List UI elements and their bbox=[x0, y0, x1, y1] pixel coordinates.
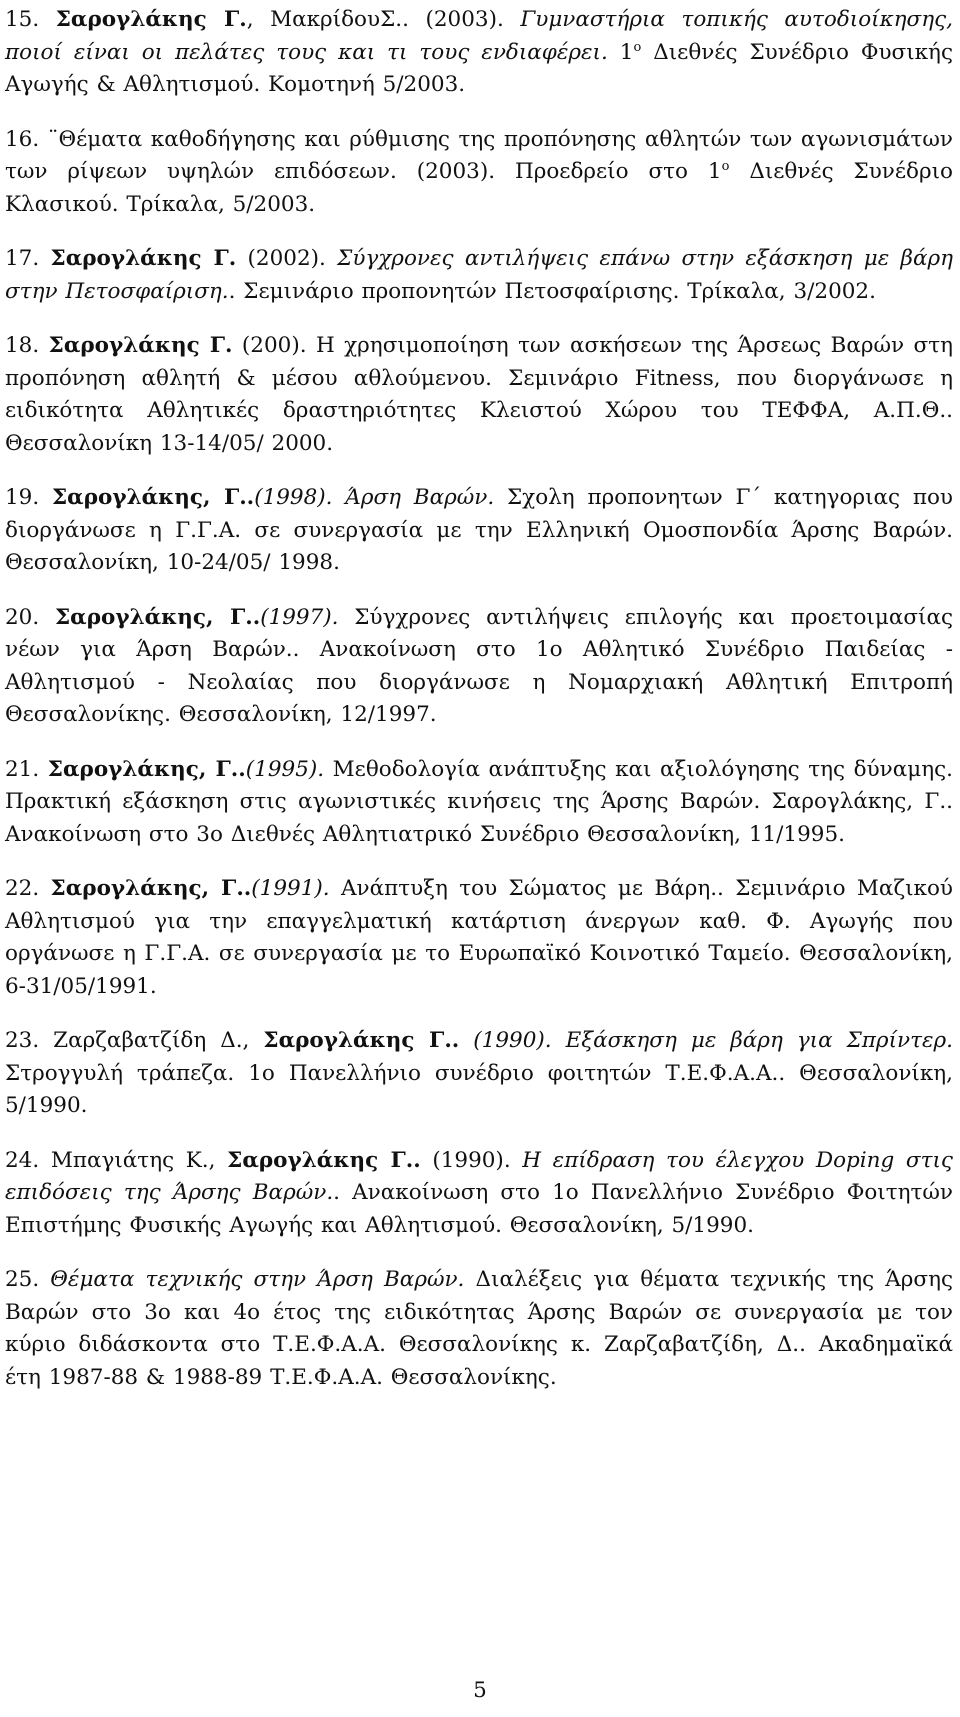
reference-text: . Ανακοίνωση στο 1ο Πανελλήνιο Συνέδριο Φοιτητών Επιστήμης Φυσικής Αγωγής και Αθλητισμού. Θεσσαλονίκη, 5/1990. bbox=[5, 1180, 953, 1238]
reference-text: 25. bbox=[5, 1267, 51, 1292]
title-text: Γυμναστήρια τοπικής αυτοδιοίκησης, ποιοί είναι οι πελάτες τους και τι τους ενδιαφέρει. bbox=[5, 7, 953, 65]
author-name: Σαρογλάκης, Γ.. bbox=[51, 485, 255, 510]
reference-item bbox=[5, 330, 953, 460]
reference-item bbox=[5, 4, 953, 102]
reference-item bbox=[5, 602, 953, 732]
author-name: Σαρογλάκης, Γ.. bbox=[50, 876, 252, 901]
author-name: Σαρογλάκης Γ.. bbox=[263, 1028, 460, 1053]
author-name: Σαρογλάκης Γ. bbox=[55, 7, 247, 32]
reference-text: Στρογγυλή τράπεζα. 1ο Πανελλήνιο συνέδριο φοιτητών Τ.Ε.Φ.Α.Α.. Θεσσαλονίκη, 5/1990. bbox=[5, 1060, 953, 1118]
reference-text: Διεθνές Συνέδριο Φυσικής Αγωγής & Αθλητισμού. Κομοτηνή 5/2003. bbox=[5, 39, 953, 97]
reference-text: Σύγχρονες αντιλήψεις επιλογής και προετοιμασίας νέων για Άρση Βαρών.. Ανακοίνωση στο 1ο Αθλητικό Συνέδριο Παιδείας - Αθλητισμού - Νεολαίας που διοργάνωσε η Νομαρχιακή Αθλητική Επιτροπή Θεσσαλονίκης. Θεσσαλονίκη, 12/1997. bbox=[5, 604, 954, 727]
author-name: Σαρογλάκης, Γ.. bbox=[54, 604, 261, 630]
reference-item bbox=[5, 124, 953, 222]
reference-text: 18. bbox=[5, 333, 49, 358]
reference-item bbox=[5, 482, 953, 580]
reference-text: , ΜακρίδουΣ.. (2003). bbox=[246, 7, 521, 32]
reference-item bbox=[5, 1025, 953, 1123]
reference-text: 15. bbox=[5, 7, 56, 32]
title-text: Η επίδραση του έλεγχου Doping στις επιδόσεις της Άρσης Βαρών. bbox=[5, 1147, 953, 1205]
author-name: Σαρογλάκης Γ. bbox=[50, 246, 237, 271]
reference-text: Μεθοδολογία ανάπτυξης και αξιολόγησης της δύναμης. Πρακτική εξάσκηση στις αγωνιστικές κινήσεις της Άρσης Βαρών. Σαρογλάκης, Γ.. Ανακοίνωση στο 3ο Διεθνές Αθλητιατρικό Συνέδριο Θεσσαλονίκη, 11/1995. bbox=[5, 756, 953, 847]
reference-item bbox=[5, 1145, 953, 1243]
reference-text: 24. Μπαγιάτης Κ., bbox=[5, 1147, 228, 1173]
title-text: (1990). Εξάσκηση με βάρη για Σπρίντερ. bbox=[459, 1028, 953, 1053]
reference-text: 1 bbox=[607, 39, 634, 65]
author-name: Σαρογλάκης, Γ.. bbox=[47, 756, 246, 782]
title-text: Σύγχρονες αντιλήψεις επάνω στην εξάσκηση με βάρη στην Πετοσφαίριση. bbox=[5, 246, 953, 304]
page-number: 5 bbox=[473, 1678, 487, 1703]
author-name: Σαρογλάκης Γ.. bbox=[227, 1147, 421, 1173]
reference-text: (1990). bbox=[420, 1147, 523, 1173]
reference-text: (200). Η χρησιμοποίηση των ασκήσεων της Άρσεως Βαρών στη προπόνηση αθλητή & μέσου αθλούμενου. Σεμινάριο Fitness, που διοργάνωσε η ειδικότητα Αθλητικές δραστηριότητες Κλειστού Χώρου του ΤΕΦΦΑ, Α.Π.Θ.. Θεσσαλονίκη 13-14/05/ 2000. bbox=[5, 333, 953, 456]
title-text: (1997). bbox=[260, 604, 339, 630]
reference-text: 19. bbox=[5, 485, 52, 510]
reference-text: . Σεμινάριο προπονητών Πετοσφαίρισης. Τρίκαλα, 3/2002. bbox=[228, 278, 876, 304]
title-text: (1995). bbox=[245, 756, 325, 782]
reference-item bbox=[5, 754, 953, 852]
title-text: (1998). Άρση Βαρών. bbox=[254, 485, 495, 510]
ordinal-superscript: ο bbox=[721, 158, 730, 174]
reference-text: 16. ¨Θέματα καθοδήγησης και ρύθμισης της προπόνησης αθλητών των αγωνισμάτων των ρίψεων υψηλών επιδόσεων. (2003). Προεδρείο στο 1 bbox=[5, 126, 953, 184]
author-name: Σαρογλάκης Γ. bbox=[48, 333, 233, 358]
reference-item bbox=[5, 243, 953, 308]
reference-text: (2002). bbox=[236, 246, 338, 271]
reference-text: 23. Ζαρζαβατζίδη Δ., bbox=[5, 1028, 264, 1053]
reference-list bbox=[5, 4, 953, 1416]
ordinal-superscript: ο bbox=[633, 39, 642, 55]
title-text: Θέματα τεχνικής στην Άρση Βαρών. bbox=[50, 1267, 465, 1292]
reference-text: 20. bbox=[5, 604, 55, 630]
reference-text: 21. bbox=[5, 756, 48, 782]
reference-text: Σχολη προπονητων Γ΄ κατηγοριας που διοργάνωσε η Γ.Γ.Α. σε συνεργασία με την Ελληνική Ομοσπονδία Άρσης Βαρών. Θεσσαλονίκη, 10-24/05/ 1998. bbox=[5, 485, 953, 575]
reference-text: 17. bbox=[5, 246, 51, 271]
title-text: (1991). bbox=[251, 876, 330, 901]
reference-text: Διεθνές Συνέδριο Κλασικού. Τρίκαλα, 5/2003. bbox=[5, 159, 953, 217]
reference-text: Ανάπτυξη του Σώματος με Βάρη.. Σεμινάριο Μαζικού Αθλητισμού για την επαγγελματική κατάρτιση άνεργων καθ. Φ. Αγωγής που οργάνωσε η Γ.Γ.Α. σε συνεργασία με το Ευρωπαϊκό Κοινοτικό Ταμείο. Θεσσαλονίκη, 6-31/05/1991. bbox=[5, 876, 953, 999]
reference-item bbox=[5, 873, 953, 1003]
reference-text: Διαλέξεις για θέματα τεχνικής της Άρσης Βαρών στο 3ο και 4ο έτος της ειδικότητας Άρσης Βαρών σε συνεργασία με τον κύριο διδάσκοντα στο Τ.Ε.Φ.Α.Α. Θεσσαλονίκης κ. Ζαρζαβατζίδη, Δ.. Ακαδημαϊκά έτη 1987-88 & 1988-89 Τ.Ε.Φ.Α.Α. Θεσσαλονίκης. bbox=[5, 1267, 953, 1390]
reference-text: 22. bbox=[5, 876, 51, 901]
reference-item bbox=[5, 1264, 953, 1394]
